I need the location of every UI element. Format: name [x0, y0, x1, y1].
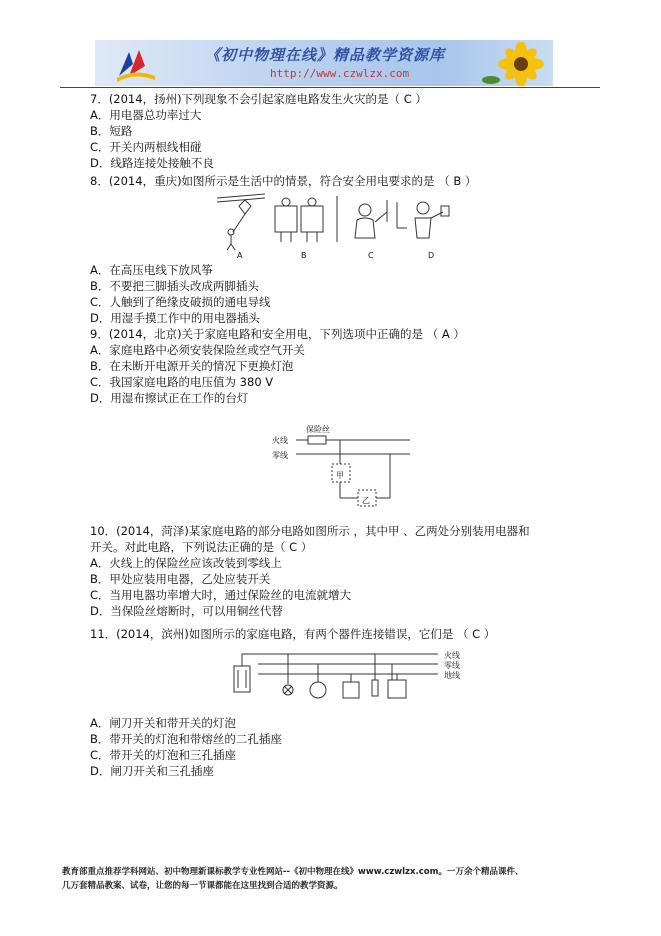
q11-option-a: A．闸刀开关和带开关的灯泡 — [90, 716, 236, 730]
q10-stem-line1: 10．(2014，菏泽)某家庭电路的部分电路如图所示 ，其中甲 、乙两处分别装用电器和 — [90, 524, 530, 538]
footer-line-2: 几万套精品教案、试卷，让您的每一节课都能在这里找到合适的教学资源。 — [62, 881, 343, 891]
header-rule — [60, 87, 600, 88]
q7-option-c: C．开关内两根线相碰 — [90, 140, 202, 154]
q8-figure — [215, 192, 455, 262]
q10-live-label: 火线 — [272, 436, 288, 445]
q8-fig-label-b: B — [301, 251, 307, 260]
q11-option-b: B．带开关的灯泡和带熔丝的二孔插座 — [90, 732, 282, 746]
q8-stem: 8．(2014，重庆)如图所示是生活中的情景，符合安全用电要求的是 （ B ） — [90, 174, 477, 188]
q10-jia-label: 甲 — [336, 471, 344, 480]
q11-option-d: D．闸刀开关和三孔插座 — [90, 764, 214, 778]
q11-stem: 11．(2014，滨州)如图所示的家庭电路，有两个器件连接错误，它们是 （ C ） — [90, 627, 496, 641]
q8-fig-label-a: A — [237, 251, 243, 260]
q9-option-a: A．家庭电路中必须安装保险丝或空气开关 — [90, 343, 305, 357]
q10-neutral-label: 零线 — [272, 451, 288, 460]
q8-option-a: A．在高压电线下放风筝 — [90, 263, 213, 277]
q10-option-c: C．当用电器功率增大时，通过保险丝的电流就增大 — [90, 588, 352, 602]
q10-option-b: B．甲处应装用电器，乙处应装开关 — [90, 572, 271, 586]
q9-option-c: C．我国家庭电路的电压值为 380 V — [90, 375, 274, 389]
q8-figure-a-kite-icon — [217, 194, 265, 250]
q11-live-label: 火线 — [444, 651, 460, 660]
q10-stem-line2: 开关。对此电路，下列说法正确的是（ C ） — [90, 540, 313, 554]
q10-yi-label: 乙 — [362, 496, 370, 505]
header-banner — [95, 40, 553, 86]
q8-fig-label-c: C — [368, 251, 374, 260]
q10-circuit-diagram — [270, 418, 420, 514]
q8-option-b: B．不要把三脚插头改成两脚插头 — [90, 279, 259, 293]
q11-ground-label: 地线 — [444, 671, 460, 680]
q10-fuse-label: 保险丝 — [306, 425, 330, 434]
q8-option-d: D．用湿手摸工作中的用电器插头 — [90, 311, 260, 325]
banner-url[interactable]: http://www.czwlzx.com — [270, 67, 410, 80]
q8-figure-b-plug-icon — [275, 198, 323, 242]
q11-neutral-label: 零线 — [444, 661, 460, 670]
q7-option-a: A．用电器总功率过大 — [90, 108, 202, 122]
q8-figure-c-wire-icon — [355, 200, 387, 238]
q7-stem: 7．(2014，扬州)下列现象不会引起家庭电路发生火灾的是（ C ） — [90, 92, 427, 106]
q8-figure-d-hand-icon — [397, 202, 449, 238]
q9-option-d: D．用湿布擦试正在工作的台灯 — [90, 391, 249, 405]
q9-option-b: B．在未断开电源开关的情况下更换灯泡 — [90, 359, 294, 373]
q11-circuit-diagram — [228, 646, 473, 710]
q9-stem: 9．(2014，北京)关于家庭电路和安全用电，下列选项中正确的是 （ A ） — [90, 327, 465, 341]
footer-line-1: 教育部重点推荐学科网站、初中物理新课标教学专业性网站--《初中物理在线》www.czwlzx.com。一万余个精品课件、 — [62, 867, 524, 877]
q7-option-b: B．短路 — [90, 124, 133, 138]
logo-icon — [115, 46, 157, 82]
q10-option-d: D．当保险丝熔断时，可以用铜丝代替 — [90, 604, 283, 618]
q8-option-c: C．人触到了绝缘皮破损的通电导线 — [90, 295, 271, 309]
q8-fig-label-d: D — [428, 251, 435, 260]
q10-option-a: A．火线上的保险丝应该改装到零线上 — [90, 556, 282, 570]
q7-option-d: D．线路连接处接触不良 — [90, 156, 214, 170]
banner-title: 《初中物理在线》精品教学资源库 — [205, 46, 446, 64]
page-footer — [62, 865, 622, 893]
sunflower-icon — [481, 42, 551, 86]
q11-option-c: C．带开关的灯泡和三孔插座 — [90, 748, 237, 762]
